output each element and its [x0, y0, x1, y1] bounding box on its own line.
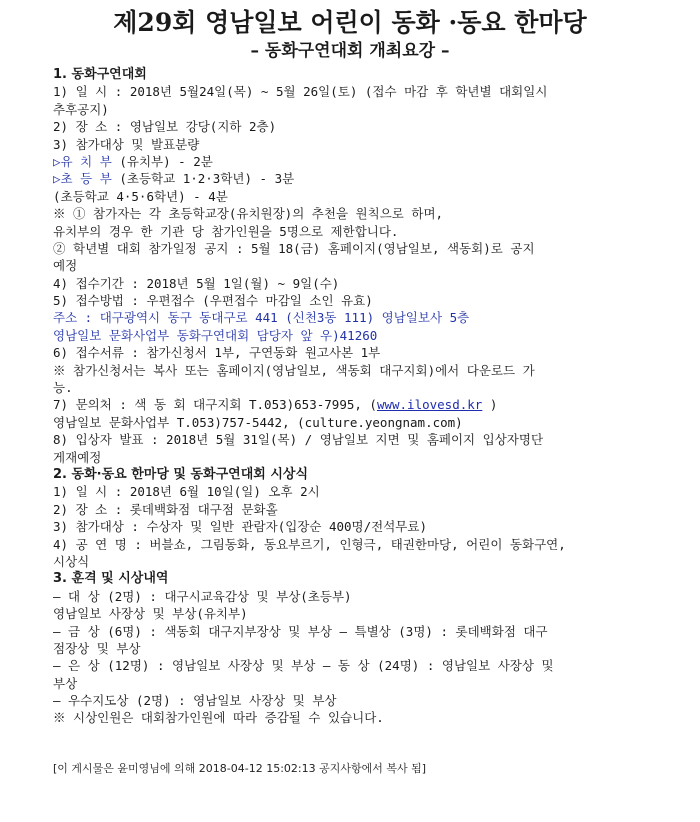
text-line: ② 학년별 대회 참가일정 공지 : 5월 18(금) 홈페이지(영남일보, 색동회)로 공지 — [53, 240, 535, 256]
text-line: (초등학교 4·5·6학년) - 4분 — [53, 188, 228, 204]
text-line: 1) 일 시 : 2018년 6월 10일(일) 오후 2시 — [53, 484, 320, 500]
address-line: 영남일보 문화사업부 동화구연대회 담당자 앞 우)41260 — [53, 327, 378, 343]
text-line: 영남일보 문화사업부 T.053)757-5442, (culture.yeongnam.com) — [53, 414, 463, 430]
text-line: ※ ① 참가자는 각 초등학교장(유치원장)의 추천을 원칙으로 하며, — [53, 206, 444, 222]
text-line: 부상 — [53, 675, 78, 691]
document-body — [53, 66, 643, 727]
text-line: 3) 참가대상 : 수상자 및 일반 관람자(입장순 400명/전석무료) — [53, 519, 427, 535]
division-line — [53, 170, 643, 187]
text-line: 1) 일 시 : 2018년 5월24일(목) ~ 5월 26일(토) (접수 마감 후 학년별 대회일시 — [53, 84, 548, 100]
text-line: 3) 참가대상 및 발표분량 — [53, 136, 200, 152]
text-line: 예정 — [53, 258, 78, 274]
text-line: 4) 공 연 명 : 버블쇼, 그림동화, 동요부르기, 인형극, 태권한마당, 어린이 동화구연, — [53, 536, 566, 552]
text-line: – 대 상 (2명) : 대구시교육감상 및 부상(초등부) — [53, 588, 352, 604]
text-line: 유치부의 경우 한 기관 당 참가인원을 5명으로 제한합니다. — [53, 223, 399, 239]
text-line: 시상식 — [53, 553, 90, 569]
text-line: – 우수지도상 (2명) : 영남일보 사장상 및 부상 — [53, 693, 337, 709]
text-line: 점장상 및 부상 — [53, 640, 141, 656]
text-line: 추후공지) — [53, 101, 109, 117]
text-line: 능. — [53, 380, 73, 396]
page-title: 제29회 영남일보 어린이 동화 ·동요 한마당 — [113, 8, 587, 37]
division-label: ▷초 등 부 — [53, 171, 112, 187]
division-line — [53, 153, 643, 170]
page-subtitle: – 동화구연대회 개최요강 – — [250, 41, 450, 61]
text-line: ※ 참가신청서는 복사 또는 홈페이지(영남일보, 색동회 대구지회)에서 다운로드 가 — [53, 362, 535, 378]
text-line: 5) 접수방법 : 우편접수 (우편접수 마감일 소인 유효) — [53, 293, 373, 309]
text-line: 게재예정 — [53, 449, 102, 465]
division-detail: (유치부) - 2분 — [111, 153, 213, 169]
division-detail: (초등학교 1·2·3학년) - 3분 — [111, 171, 295, 187]
text-line: ※ 시상인원은 대회참가인원에 따라 증감될 수 있습니다. — [53, 710, 384, 726]
text-line: 8) 입상자 발표 : 2018년 5월 31일(목) / 영남일보 지면 및 홈페이지 입상자명단 — [53, 432, 544, 448]
text-line: – 금 상 (6명) : 색동회 대구지부장상 및 부상 – 특별상 (3명) : 롯데백화점 대구 — [53, 623, 548, 639]
section-heading: 2. 동화·동요 한마당 및 동화구연대회 시상식 — [53, 466, 309, 482]
website-link[interactable]: www.ilovesd.kr — [376, 397, 483, 413]
section-heading: 1. 동화구연대회 — [53, 67, 147, 82]
text-line: 영남일보 사장상 및 부상(유치부) — [53, 606, 248, 622]
section-heading: 3. 훈격 및 시상내역 — [53, 571, 169, 587]
text-line: 2) 장 소 : 영남일보 강당(지하 2층) — [53, 119, 277, 135]
contact-text: 7) 문의처 : 색 동 회 대구지회 T.053)653-7995, ( — [53, 397, 377, 413]
text-line: – 은 상 (12명) : 영남일보 사장상 및 부상 – 동 상 (24명) : 영남일보 사장상 및 — [53, 658, 554, 674]
contact-text-end: ) — [482, 397, 498, 413]
text-line: 2) 장 소 : 롯데백화점 대구점 문화홀 — [53, 501, 278, 517]
division-label: ▷유 치 부 — [53, 153, 112, 169]
address-line: 주소 : 대구광역시 동구 동대구로 441 (신천3동 111) 영남일보사 5층 — [53, 310, 470, 326]
contact-line — [53, 396, 643, 413]
text-line: 6) 접수서류 : 참가신청서 1부, 구연동화 원고사본 1부 — [53, 345, 381, 361]
copy-notice: [이 게시물은 윤미영님에 의해 2018-04-12 15:02:13 공지사항에서 복사 됨] — [53, 762, 427, 775]
text-line: 4) 접수기간 : 2018년 5월 1일(월) ~ 9일(수) — [53, 275, 340, 291]
